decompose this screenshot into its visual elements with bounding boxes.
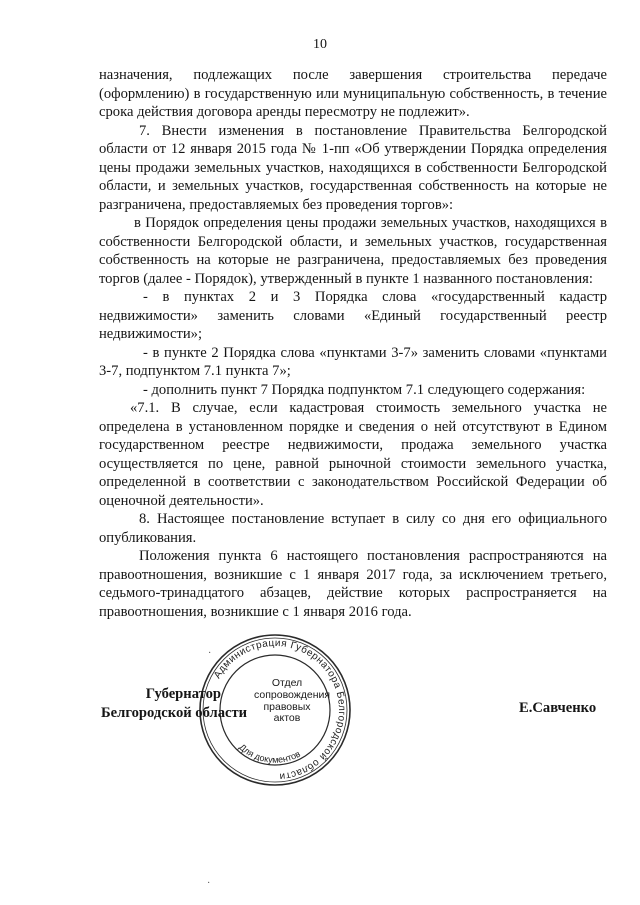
paragraph-item-8: 8. Настоящее постановление вступает в силу со дня его официального опубликования. (99, 511, 607, 546)
paragraph-amend-3: - дополнить пункт 7 Порядка подпунктом 7.1 следующего содержания: (143, 381, 586, 398)
paragraph-provisions: Положения пункта 6 настоящего постановления распространяются на правоотношения, возникшие с 1 января 2017 года, за исключением третьего, седьмого-тринадцатого абзацев, действие которых распространяется на правоотношения, возникшие с 1 января 2016 года. (99, 548, 607, 620)
signature-title-line-2: Белгородской области (101, 705, 248, 721)
page-number: 10 (313, 37, 327, 52)
paragraph-amend-1: - в пунктах 2 и 3 Порядка слова «государственный кадастр недвижимости» заменить словами «Единый государственный реестр недвижимости»; (99, 289, 607, 342)
stamp-center-line-1: Отдел (271, 677, 303, 689)
stamp-center-line-4: актов (273, 712, 301, 725)
paragraph-subitem-7-1: «7.1. В случае, если кадастровая стоимость земельного участка не определена в установленном порядке и сведения о ней отсутствуют в Едином государственном реестре недвижимости, продажа земельного участка осуществляется по цене, равной рыночной стоимости земельного участка, определенной в соответствии с законодательством Российской Федерации об оценочной деятельности». (99, 400, 607, 509)
scan-dot: · (208, 648, 212, 659)
stamp-center-text (254, 677, 331, 725)
stamp-center-line-2: сопровождения (254, 688, 331, 701)
svg-text:Для документов (237, 742, 302, 765)
document-body (99, 66, 607, 621)
stamp-center-line-3: правовых (263, 700, 311, 713)
paragraph-amend-2: - в пункте 2 Порядка слова «пунктами 3-7» заменить словами «пунктами 3-7, подпунктом 7.1 пункта 7»; (99, 344, 607, 379)
paragraph-continuation: назначения, подлежащих после завершения строительства передаче (оформлению) в государственную или муниципальную собственность, в течение срока действия договора аренды пересмотру не подлежит». (99, 67, 607, 120)
scan-dot: · (207, 878, 211, 889)
signature-title-line-1: Губернатор (145, 686, 221, 702)
paragraph-procedure: в Порядок определения цены продажи земельных участков, находящихся в собственности Белгородской области, и земельных участков, государственная собственность на которые не разграничена, предоставляемых без проведения торгов (далее - Порядок), утвержденный в пункте 1 названного постановления: (99, 215, 607, 287)
signature-title (101, 685, 248, 723)
stamp-ring-text: Администрация Губернатора Белгородской области (212, 637, 348, 782)
stamp-bottom-text: Для документов (237, 741, 302, 765)
paragraph-item-7: 7. Внести изменения в постановление Правительства Белгородской области от 12 января 2015 года № 1-пп «Об утверждении Порядка определения цены продажи земельных участков, находящихся в собственности Белгородской области, и земельных участков, государственная собственность на которые не разграничена, предоставляемых без проведения торгов»: (99, 122, 607, 213)
signatory-name: Е.Савченко (519, 700, 597, 716)
